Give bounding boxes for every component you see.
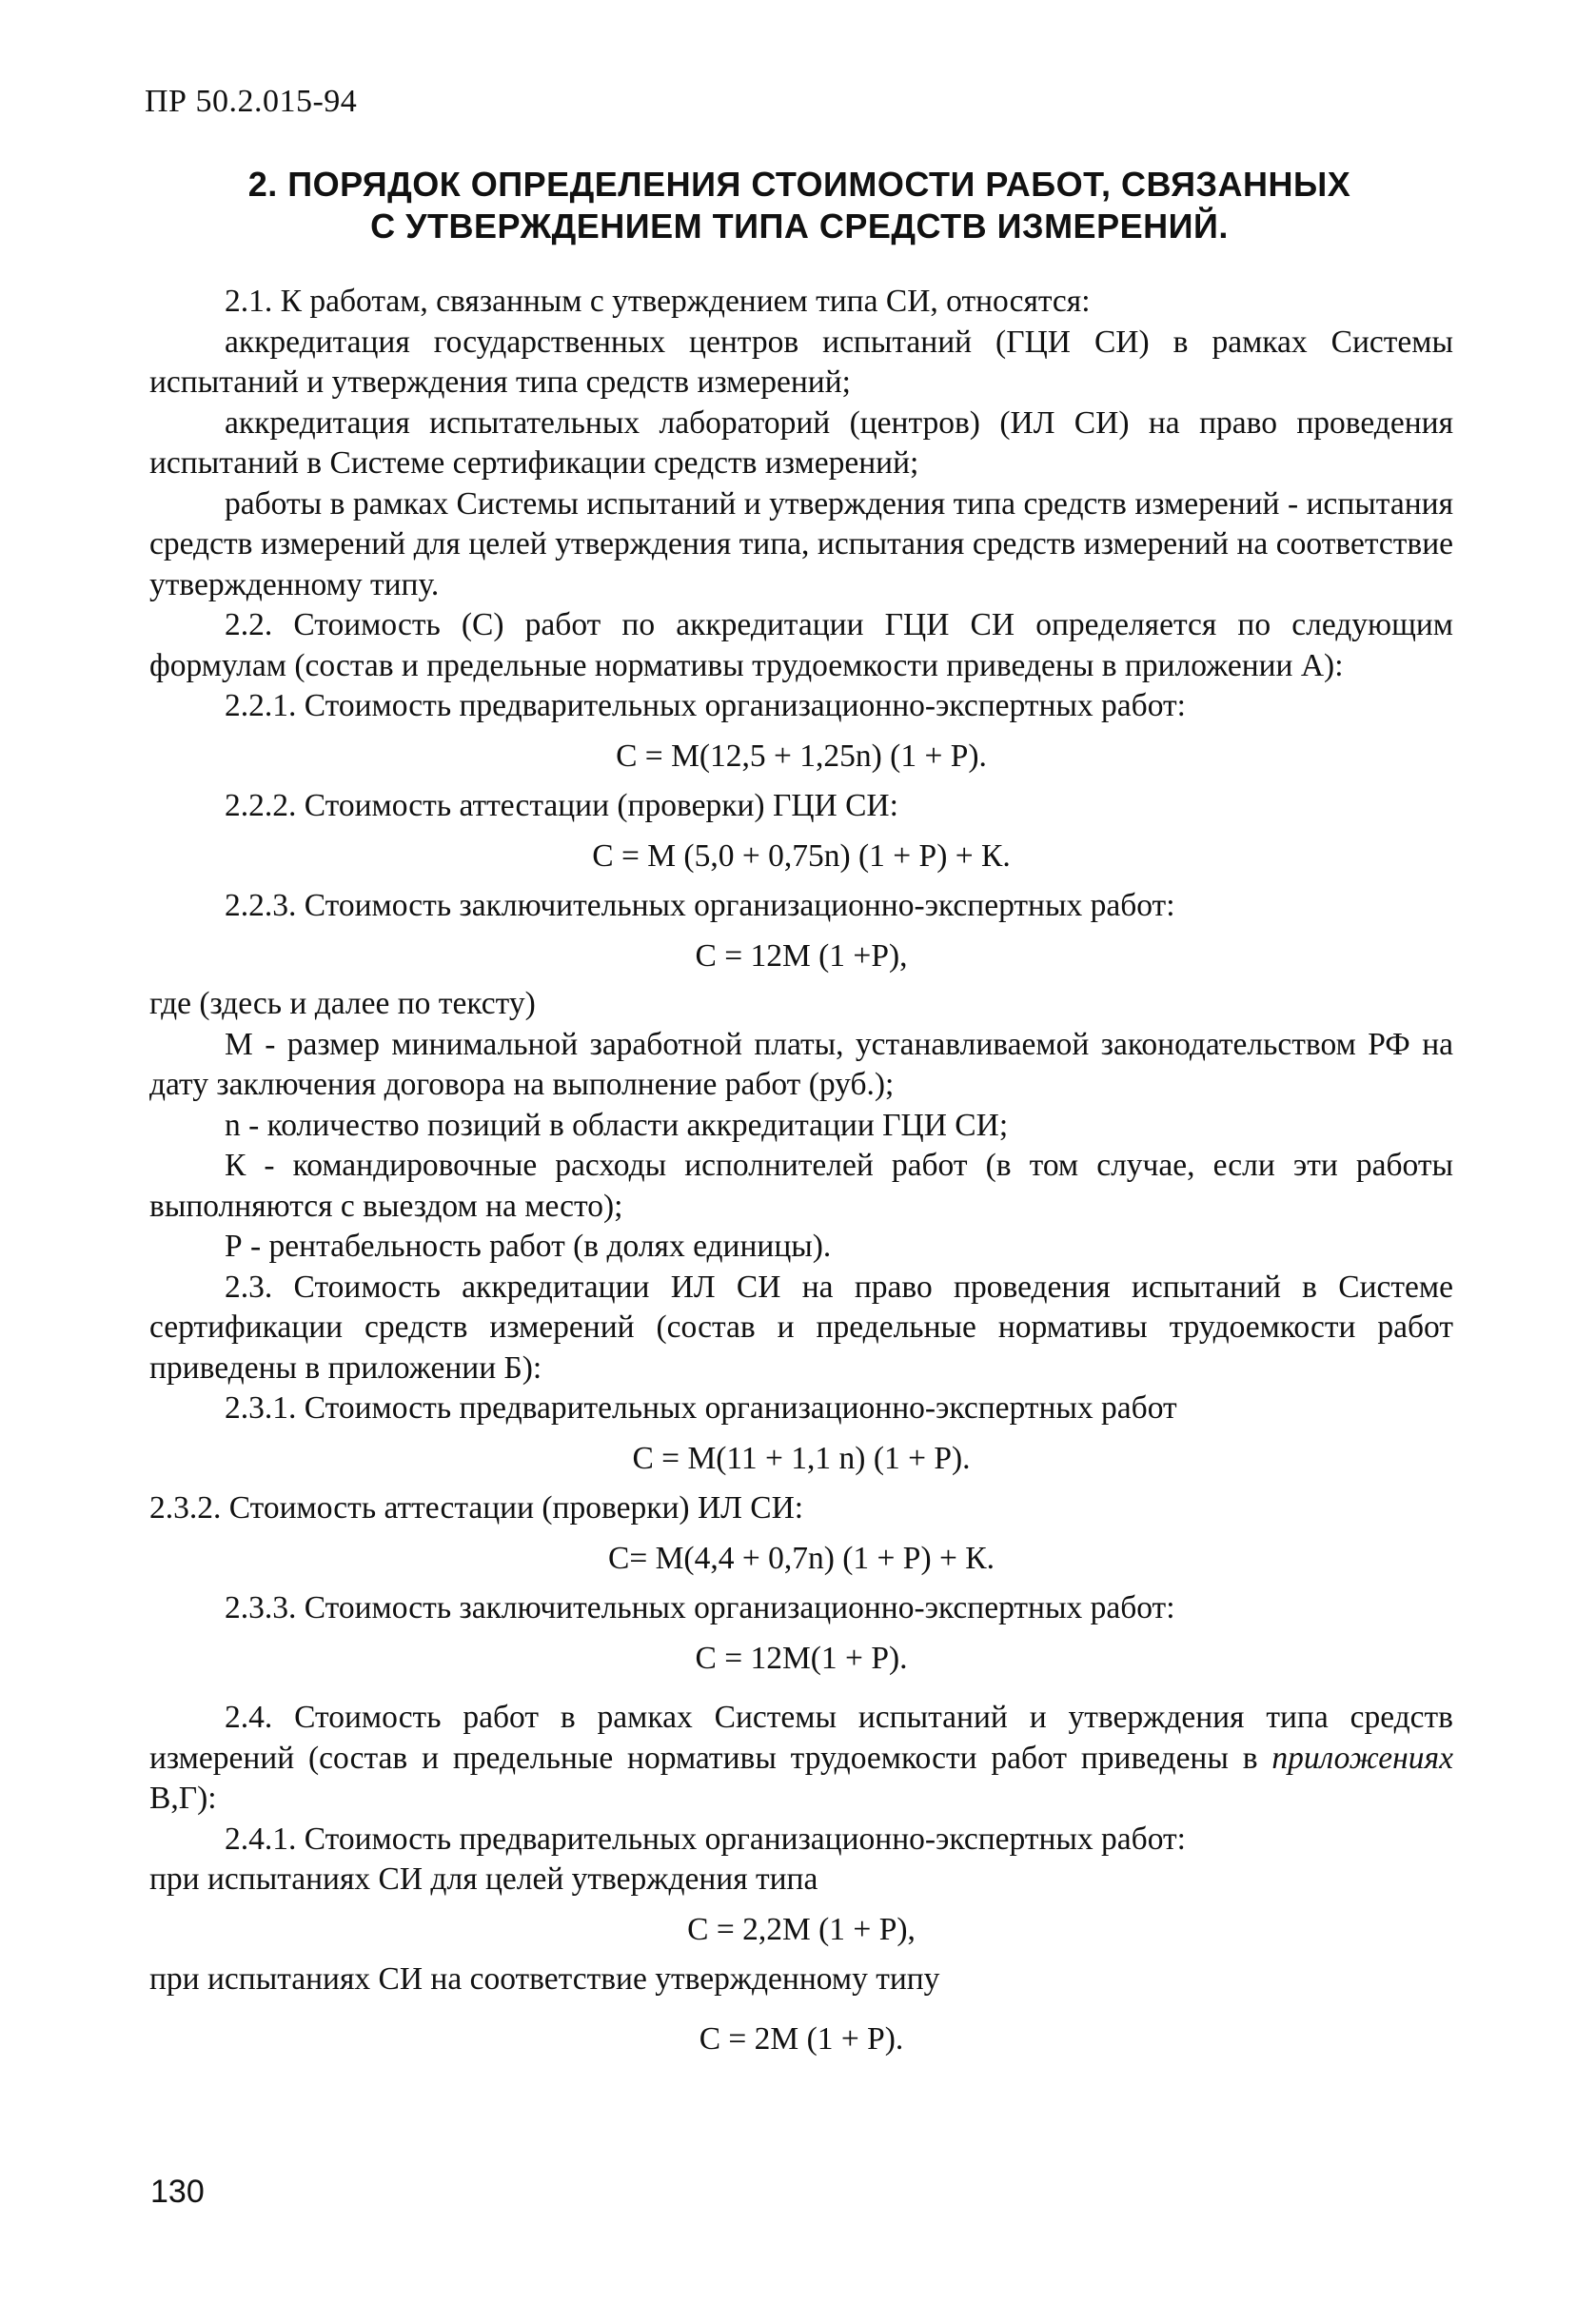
paragraph-2-1-item-il: аккредитация испытательных лабораторий (центров) (ИЛ СИ) на право проведения испытаний в Системе сертификации средств измерений; [149, 404, 1453, 481]
where-note: где (здесь и далее по тексту) [149, 986, 536, 1021]
paragraph-2-4-1: 2.4.1. Стоимость предварительных организационно-экспертных работ: [225, 1821, 1186, 1857]
paragraph-2-1-item-gci: аккредитация государственных центров испытаний (ГЦИ СИ) в рамках Системы испытаний и утверждения типа средств измерений; [149, 324, 1453, 400]
paragraph-2-3-1: 2.3.1. Стоимость предварительных организационно-экспертных работ [225, 1390, 1177, 1426]
formula-2-3-3: С = 12М(1 + Р). [695, 1640, 908, 1676]
paragraph-2-1: 2.1. К работам, связанным с утверждением типа СИ, относятся: [225, 284, 1091, 319]
paragraph-2-2-2: 2.2.2. Стоимость аттестации (проверки) ГЦИ СИ: [225, 788, 898, 823]
section-title-line-1: 2. ПОРЯДОК ОПРЕДЕЛЕНИЯ СТОИМОСТИ РАБОТ, СВЯЗАННЫХ [247, 165, 1351, 204]
formula-2-2-1: С = М(12,5 + 1,25n) (1 + Р). [616, 738, 987, 774]
definition-p: Р - рентабельность работ (в долях единицы). [225, 1229, 832, 1264]
paragraph-2-2-3: 2.2.3. Стоимость заключительных организационно-экспертных работ: [225, 888, 1175, 923]
definition-k: К - командировочные расходы исполнителей работ (в том случае, если эти работы выполняются с выездом на место); [149, 1148, 1453, 1224]
section-title [143, 164, 1456, 247]
formula-2-3-2: С= М(4,4 + 0,7n) (1 + Р) + К. [608, 1540, 995, 1576]
paragraph-2-3: 2.3. Стоимость аккредитации ИЛ СИ на право проведения испытаний в Системе сертификации средств измерений (состав и предельные нормативы трудоемкости работ приведены в приложении Б): [149, 1269, 1453, 1386]
paragraph-2-4-text: 2.4. Стоимость работ в рамках Системы испытаний и утверждения типа средств измерений (состав и предельные нормативы трудоемкости работ приведены в [149, 1700, 1453, 1776]
formula-2-2-3: С = 12М (1 +Р), [695, 937, 908, 974]
paragraph-2-4-1-type-approval: при испытаниях СИ для целей утверждения типа [149, 1861, 818, 1897]
formula-2-4-1-conformity: С = 2М (1 + Р). [699, 2020, 904, 2057]
document-code: ПР 50.2.015-94 [145, 84, 358, 119]
paragraph-2-3-3: 2.3.3. Стоимость заключительных организационно-экспертных работ: [225, 1590, 1175, 1625]
formula-2-4-1-type-approval: С = 2,2М (1 + Р), [687, 1911, 916, 1947]
spacer [149, 2000, 1453, 2010]
section-title-line-2: С УТВЕРЖДЕНИЕМ ТИПА СРЕДСТВ ИЗМЕРЕНИЙ. [370, 207, 1229, 246]
document-body [149, 282, 1453, 2069]
paragraph-2-1-item-tests: работы в рамках Системы испытаний и утверждения типа средств измерений - испытания средств измерений для целей утверждения типа, испытания средств измерений на соответствие утвержденному типу. [149, 485, 1453, 602]
spacer [149, 1688, 1453, 1698]
definition-m: М - размер минимальной заработной платы, устанавливаемой законодательством РФ на дату заключения договора на выполнение работ (руб.); [149, 1026, 1453, 1102]
paragraph-2-4-appendix-letters: В,Г): [149, 1781, 217, 1816]
paragraph-2-4 [149, 1698, 1453, 1820]
formula-2-3-1: С = М(11 + 1,1 n) (1 + Р). [632, 1440, 971, 1476]
paragraph-2-2: 2.2. Стоимость (С) работ по аккредитации ГЦИ СИ определяется по следующим формулам (состав и предельные нормативы трудоемкости приведены в приложении А): [149, 607, 1453, 683]
paragraph-2-3-2: 2.3.2. Стоимость аттестации (проверки) ИЛ СИ: [149, 1490, 804, 1526]
paragraph-2-2-1: 2.2.1. Стоимость предварительных организационно-экспертных работ: [225, 688, 1186, 723]
definition-n: n - количество позиций в области аккредитации ГЦИ СИ; [225, 1107, 1009, 1143]
paragraph-2-4-appendix-word: приложениях [1271, 1740, 1453, 1776]
paragraph-2-4-1-conformity: при испытаниях СИ на соответствие утвержденному типу [149, 1961, 940, 1997]
page-number: 130 [150, 2174, 205, 2210]
formula-2-2-2: С = М (5,0 + 0,75n) (1 + Р) + К. [592, 837, 1011, 874]
